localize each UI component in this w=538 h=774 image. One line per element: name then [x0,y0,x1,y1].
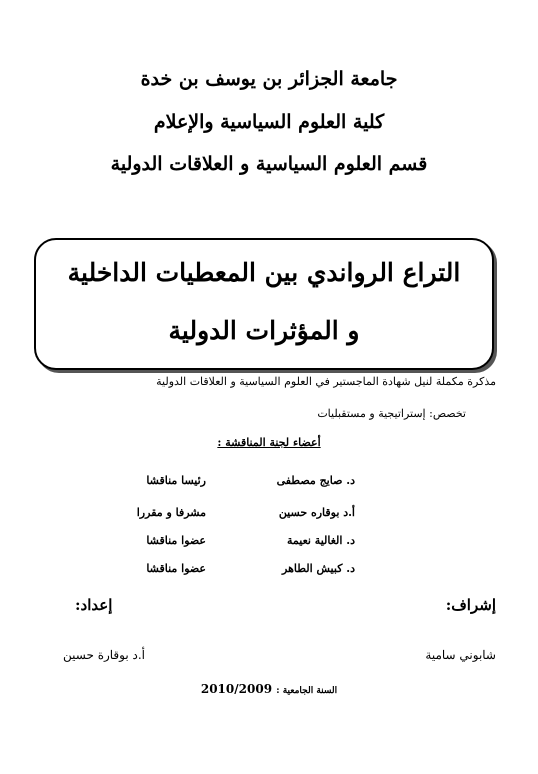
academic-year [0,682,538,696]
committee-member-role: مشرفا و مقررا [136,506,206,519]
academic-year-value: 2010/2009 [200,682,273,696]
preparation-label: إعداد: [75,596,113,614]
specialization: تخصص: إستراتيجية و مستقبليات [317,407,466,420]
university-name: جامعة الجزائر بن يوسف بن خدة [140,68,398,90]
committee-member-role: عضوا مناقشا [146,534,206,547]
committee-member-name: أ.د بوقاره حسين [278,506,355,519]
committee-member-role: عضوا مناقشا [146,562,206,575]
committee-heading: أعضاء لجنة المناقشة : [217,436,321,449]
committee-member-name: د. صايج مصطفى [276,474,355,487]
thesis-title-line-1: التراع الرواندي بين المعطيات الداخلية [67,258,461,287]
faculty-name: كلية العلوم السياسية والإعلام [153,111,385,133]
committee-member-role: رئيسا مناقشا [146,474,206,487]
preparer-name: أ.د بوقارة حسين [63,648,146,662]
committee-member-name: د. كبيش الطاهر [282,562,355,575]
memo-description: مذكرة مكملة لنيل شهادة الماجستير في العلوم السياسية و العلاقات الدولية [156,375,496,388]
committee-member-name: د. الغالية نعيمة [287,534,355,547]
supervision-label: إشراف: [445,596,496,614]
thesis-title-line-2: و المؤثرات الدولية [168,316,360,345]
department-name: قسم العلوم السياسية و العلاقات الدولية [110,153,428,175]
academic-year-label: السنة الجامعية : [276,686,338,696]
supervisor-name: شابوني سامية [425,648,496,662]
